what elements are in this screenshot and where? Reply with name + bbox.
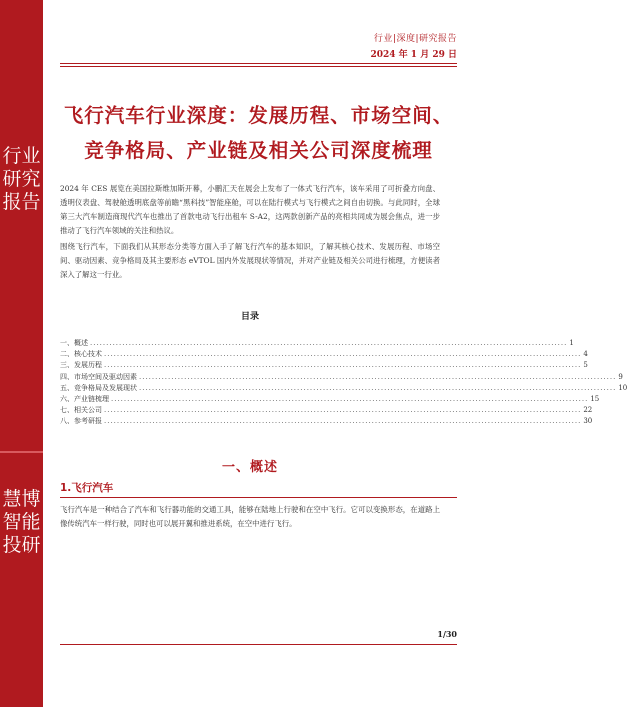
toc-leader: ....................................................................................................................................................: [90, 339, 568, 347]
report-series: 行业|深度|研究报告: [373, 34, 457, 44]
report-header: [370, 31, 457, 60]
toc-item-label: 二、核心技术: [60, 350, 102, 359]
subsection-rule: [60, 497, 457, 498]
toc-item-page: 9: [618, 372, 623, 381]
toc-item[interactable]: [60, 405, 593, 416]
toc-item-page: 1: [569, 339, 574, 347]
section-heading: 一、概述: [221, 460, 278, 475]
footer-rule: [60, 644, 457, 645]
toc-item-label: 三、发展历程: [60, 361, 102, 370]
sidebar-report-type: 行业研究报告: [2, 145, 41, 213]
toc-leader: ....................................................................................................................................................: [139, 372, 617, 381]
toc-item[interactable]: [60, 372, 623, 383]
toc-item[interactable]: [60, 394, 600, 405]
toc-leader: ....................................................................................................................................................: [104, 417, 582, 426]
toc-item[interactable]: [60, 360, 588, 371]
sidebar-divider: [0, 451, 43, 453]
toc-item[interactable]: [60, 383, 627, 394]
subsection-heading: 1.飞行汽车: [60, 482, 114, 494]
toc-title: 目录: [240, 312, 259, 322]
toc-item-label: 一、概述: [60, 339, 88, 347]
toc-leader: ....................................................................................................................................................: [104, 361, 582, 370]
toc-leader: ....................................................................................................................................................: [104, 406, 582, 415]
intro-paragraph-2: 围绕飞行汽车，下面我们从其形态分类等方面入手了解飞行汽车的基本知识，了解其核心技术、发展历程、市场空间、驱动因素、竞争格局及其主要形态 eVTOL 国内外发展现状等情况，并对产业链及相关公司进行梳理，方便读者深入了解这一行业。: [60, 242, 440, 279]
report-title-line-2: 竞争格局、产业链及相关公司深度梳理: [84, 139, 433, 162]
toc-item-label: 六、产业链梳理: [60, 394, 109, 403]
toc-item-label: 七、相关公司: [60, 406, 102, 415]
toc-item-label: 五、竞争格局及发展现状: [60, 383, 137, 392]
report-title-line-1: 飞行汽车行业深度：发展历程、市场空间、: [63, 104, 454, 127]
toc-item-page: 5: [583, 361, 588, 370]
sidebar-band: [0, 0, 43, 707]
toc-leader: ....................................................................................................................................................: [111, 394, 589, 403]
toc-item-page: 22: [583, 406, 593, 415]
toc-item-page: 4: [583, 350, 588, 359]
sidebar-brand: 慧博智能投研: [2, 488, 41, 556]
toc-item-page: 15: [590, 394, 600, 403]
toc-item-label: 四、市场空间及驱动因素: [60, 372, 137, 381]
page-number: 1/30: [437, 629, 457, 639]
section-body: 飞行汽车是一种结合了汽车和飞行器功能的交通工具，能够在陆地上行驶和在空中飞行。它可以变换形态，在道路上像传统汽车一样行驶，同时也可以展开翼和推进系统，在空中进行飞行。: [60, 505, 440, 528]
intro-paragraph-1: 2024 年 CES 展览在美国拉斯维加斯开幕，小鹏汇天在展会上发布了一体式飞行汽车，该车采用了可折叠方向盘、透明仪表盘、驾驶舱透明底盘等前瞻“黑科技”智能座舱，可以在陆行模式与飞行模式之间自由切换。与此同时，全球第三大汽车制造商现代汽车也推出了首款电动飞行出租车 S-A2，这两款创新产品的亮相共同成为展会焦点，进一步推动了飞行汽车领域的关注和热议。: [60, 184, 440, 235]
toc-leader: ....................................................................................................................................................: [104, 350, 582, 359]
toc-item[interactable]: [60, 338, 574, 349]
toc-leader: ....................................................................................................................................................: [139, 383, 617, 392]
header-rule-top: [60, 63, 457, 64]
header-rule-bottom: [60, 66, 457, 67]
toc-item[interactable]: [60, 416, 593, 427]
toc-item-page: 30: [583, 417, 593, 426]
toc-item-label: 八、参考研报: [60, 417, 102, 426]
toc-item-page: 10: [618, 383, 627, 392]
table-of-contents: [60, 338, 627, 428]
toc-item[interactable]: [60, 349, 588, 360]
report-date: 2024 年 1 月 29 日: [370, 50, 457, 60]
